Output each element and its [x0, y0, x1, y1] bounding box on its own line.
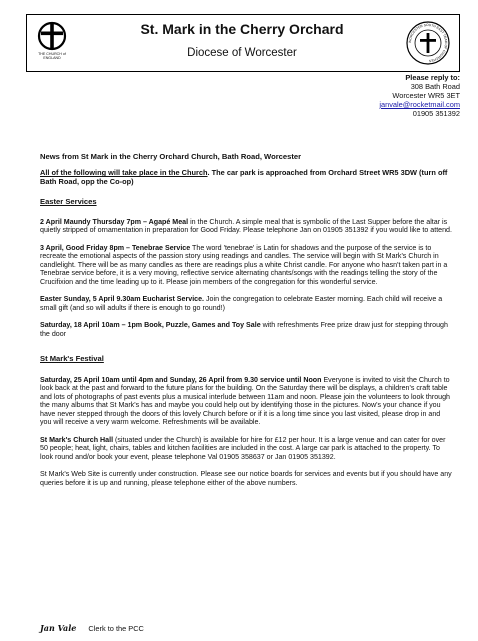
signature: Jan Vale — [40, 623, 77, 633]
news-heading: News from St Mark in the Cherry Orchard Church, Bath Road, Worcester — [40, 152, 302, 161]
team-of-churches-logo — [405, 20, 451, 66]
event-paragraph: St Mark's Web Site is currently under construction. Please see our notice boards for services and events but if you should have any queries before it is up and running, please telephone either of the above numbers. — [40, 470, 452, 487]
event-paragraph: 3 April, Good Friday 8pm – Tenebrae Service The word 'tenebrae' is Latin for shadows and the purpose of the service is to recreate the emotional aspects of the passion story using readings and candles. The service will begin with St Mark's Church in candlelight. There will be as many candles as there are readings plus a white Christ candle. For anyone who hasn't taken part in a Tenebrae service before, it is a very moving, reflective service alternating chants/songs with the readings telling the story of the Crucifixion and the time leading up to it. Please join members of the congregation for this wonderful service. — [40, 243, 448, 286]
cross-icon — [33, 21, 71, 53]
logo-caption: THE CHURCH of ENGLAND — [38, 52, 66, 60]
email-link[interactable]: janvale@rocketmail.com — [379, 100, 460, 109]
page-title: St. Mark in the Cherry Orchard — [140, 21, 344, 37]
event-paragraph: 2 April Maundy Thursday 7pm – Agapé Meal in the Church. A simple meal that is symbolic of the Last Supper before the altar is quietly stripped of ornamentation in preparation for Good Friday. Please telephone Jan on 01905 351392 if you would like to attend. — [40, 217, 452, 235]
reply-heading: Please reply to: — [405, 73, 460, 82]
church-of-england-logo — [33, 21, 71, 67]
page-subtitle: Diocese of Worcester — [187, 47, 297, 59]
event-paragraph: Saturday, 25 April 10am until 4pm and Sunday, 26 April from 9.30 service until Noon Everyone is invited to visit the Church to look back at the past and forward to the future plans for the building. On the Saturday there will be displays, a children's craft table and lots of photographs of past events plus a musical interlude between 11am and noon. Please join the volunteers to look through the many albums that St Mark's has and maybe you could help out by identifying those in the pictures. Now's your chance if you have never stepped through the doors of this lovely Church before or if it is a long time since you last visited, please drop in and you will receive a very warm welcome. Refreshments will be available. — [40, 375, 450, 427]
address-line-1: 308 Bath Road — [410, 82, 460, 91]
car-park-text: . The car park is approached from Orchard Street WR5 3DW (turn off Bath Road, opp the Co-op) — [40, 168, 448, 186]
seal-text: WORCESTER SOUTH EAST TEAM OF CHURCHES — [407, 22, 449, 63]
section-heading-festival: St Mark's Festival — [40, 354, 104, 364]
location-note: All of the following will take place in the Church — [40, 168, 208, 178]
signature-line — [40, 624, 144, 634]
seal-icon — [405, 20, 451, 66]
reply-address — [379, 73, 460, 118]
phone-number: 01905 351392 — [412, 109, 460, 118]
event-paragraph: Easter Sunday, 5 April 9.30am Eucharist Service. Join the congregation to celebrate Easter morning. Each child will receive a small gift (and so will adults if there is enough to go round!) — [40, 295, 443, 312]
section-heading-easter: Easter Services — [40, 196, 97, 206]
car-park-notice — [40, 169, 452, 187]
address-line-2: Worcester WR5 3ET — [392, 91, 460, 100]
event-paragraph: St Mark's Church Hall (situated under the Church) is available for hire for £12 per hour. It is a large venue and can cater for over 50 people; heat, light, chairs, tables and kitchen facilities are included in the cost. A large car park is attached to the property. To look round and/or book your event, please telephone Val 01905 358637 or Jan 01905 351392. — [40, 435, 446, 461]
event-paragraph: Saturday, 18 April 10am – 1pm Book, Puzzle, Games and Toy Sale with refreshments Free prize draw just for stepping through the door — [40, 321, 448, 338]
newsletter-body — [40, 152, 452, 496]
header-box — [26, 14, 460, 72]
signatory-role: Clerk to the PCC — [88, 624, 144, 633]
